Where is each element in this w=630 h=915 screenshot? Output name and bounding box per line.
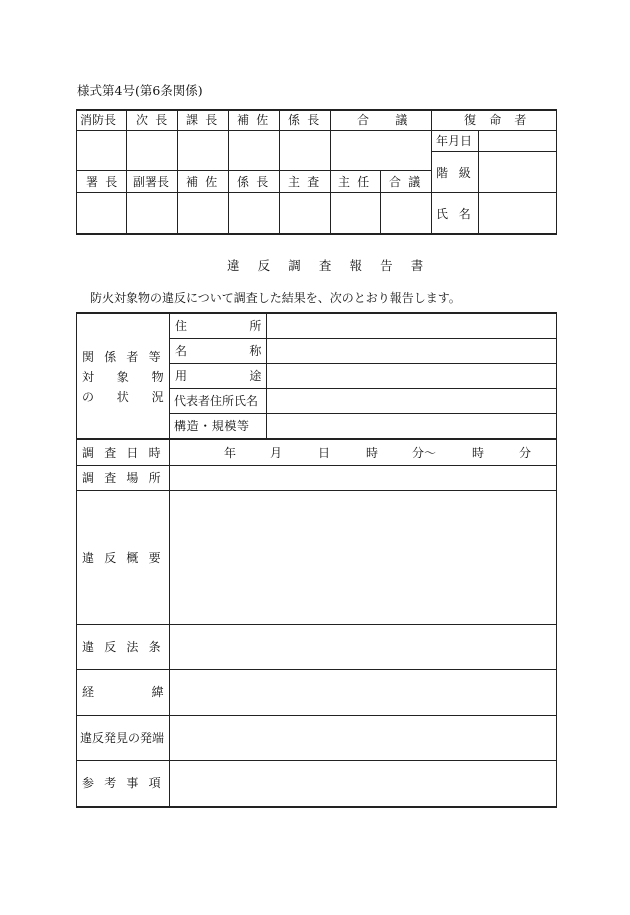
violation-summary-input[interactable] — [171, 492, 554, 623]
discovery-input[interactable] — [171, 717, 554, 759]
label-shimei: 氏名 — [436, 207, 482, 221]
header-kachou: 課長 — [186, 113, 225, 127]
header-shusa: 主査 — [288, 175, 327, 189]
header-shochou: 署長 — [86, 175, 125, 189]
history-input[interactable] — [171, 671, 554, 714]
unit-hour-1: 時 — [366, 446, 379, 460]
structure-input[interactable] — [268, 415, 554, 437]
form-number-label: 様式第4号(第6条関係) — [77, 83, 203, 98]
intro-text: 防火対象物の違反について調査した結果を、次のとおり報告します。 — [90, 291, 461, 305]
label-nengappi: 年月日 — [436, 134, 473, 148]
header-kakarichou: 係長 — [288, 113, 327, 127]
field-name: 名称 — [175, 344, 324, 358]
field-usage: 用途 — [175, 369, 324, 383]
address-input[interactable] — [268, 314, 554, 337]
field-structure: 構造・規模等 — [174, 419, 250, 433]
label-survey-datetime: 調査日時 — [82, 446, 171, 460]
kaikyu-input[interactable] — [480, 153, 555, 191]
survey-place-input[interactable] — [171, 467, 554, 489]
label-history: 経緯 — [82, 685, 222, 699]
document-title: 違反調査報告書 — [227, 258, 442, 273]
header-hosa: 補佐 — [237, 113, 276, 127]
subject-label-line-3: の状況 — [82, 390, 187, 404]
unit-minute-to: 分 — [519, 446, 532, 460]
unit-hour-2: 時 — [472, 446, 485, 460]
header-fukumeisha: 復命者 — [464, 113, 540, 127]
header-hosa-2: 補佐 — [186, 175, 225, 189]
header-fukushochou: 副署長 — [133, 175, 170, 189]
representative-input[interactable] — [268, 390, 554, 412]
field-representative: 代表者住所氏名 — [174, 394, 259, 408]
unit-year: 年 — [224, 446, 237, 460]
label-survey-place: 調査場所 — [82, 471, 171, 485]
label-violation-summary: 違反概要 — [82, 551, 171, 565]
label-discovery: 違反発見の発端 — [80, 731, 165, 745]
unit-day: 日 — [318, 446, 331, 460]
usage-input[interactable] — [268, 365, 554, 387]
reference-input[interactable] — [171, 762, 554, 805]
label-reference: 参考事項 — [82, 776, 171, 790]
nengappi-input[interactable] — [480, 132, 555, 150]
header-council-2: 合議 — [389, 175, 428, 189]
field-address: 住所 — [175, 319, 324, 333]
label-violation-law: 違反法条 — [82, 640, 171, 654]
subject-label-line-2: 対象物 — [82, 370, 187, 384]
header-jichou: 次長 — [136, 113, 175, 127]
header-kakarichou-2: 係長 — [237, 175, 276, 189]
unit-month: 月 — [270, 446, 283, 460]
label-kaikyu: 階級 — [436, 166, 482, 180]
header-shunin: 主任 — [338, 175, 377, 189]
subject-label-line-1: 関係者等 — [82, 350, 171, 364]
violation-law-input[interactable] — [171, 626, 554, 668]
unit-minute-from: 分〜 — [412, 446, 437, 460]
name-input[interactable] — [268, 340, 554, 362]
header-council: 合議 — [357, 113, 434, 127]
shimei-input[interactable] — [480, 194, 555, 232]
header-shoubouchou: 消防長 — [80, 113, 117, 127]
